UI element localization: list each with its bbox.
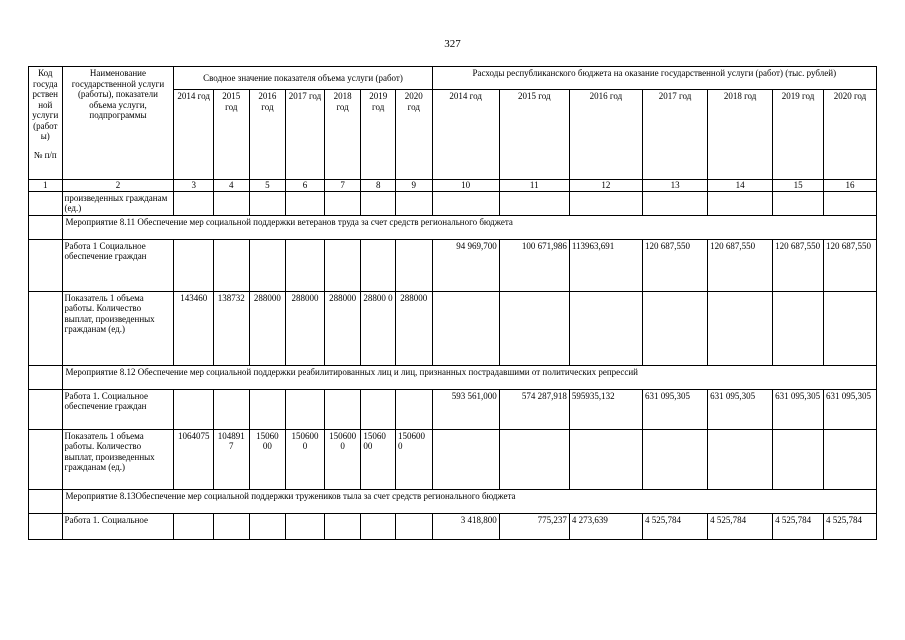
row-name: Показатель 1 объема работы. Количество выплат, произведенных гражданам (ед.) bbox=[62, 429, 174, 489]
row-name: Работа 1. Социальное bbox=[62, 513, 174, 539]
volume-cell: 288000 bbox=[286, 291, 325, 365]
table-row bbox=[29, 513, 877, 539]
column-number: 9 bbox=[395, 180, 432, 192]
budget-cell: 574 287,918 bbox=[499, 389, 569, 429]
budget-year-header: 2017 год bbox=[643, 90, 708, 180]
budget-cell: 3 418,800 bbox=[432, 513, 499, 539]
budget-cell: 100 671,986 bbox=[499, 239, 569, 291]
column-number: 7 bbox=[324, 180, 361, 192]
budget-cell: 4 525,784 bbox=[773, 513, 824, 539]
budget-cell: 595935,132 bbox=[569, 389, 642, 429]
volume-year-header: 2016 год bbox=[249, 90, 286, 180]
column-number: 14 bbox=[708, 180, 773, 192]
event-row bbox=[29, 489, 877, 513]
volume-cell: 28800 0 bbox=[361, 291, 396, 365]
volume-cell: 150600 0 bbox=[324, 429, 361, 489]
budget-year-header: 2014 год bbox=[432, 90, 499, 180]
budget-year-header: 2016 год bbox=[569, 90, 642, 180]
budget-cell: 120 687,550 bbox=[823, 239, 876, 291]
column-number: 2 bbox=[62, 180, 174, 192]
budget-cell: 94 969,700 bbox=[432, 239, 499, 291]
row-name: Показатель 1 объема работы. Количество выплат, произведенных гражданам (ед.) bbox=[62, 291, 174, 365]
volume-cell: 15060 00 bbox=[361, 429, 396, 489]
event-title: Мероприятие 8.13Обеспечение мер социальной поддержки тружеников тыла за счет средств регионального бюджета bbox=[62, 489, 876, 513]
volume-cell: 143460 bbox=[174, 291, 214, 365]
volume-year-header: 2014 год bbox=[174, 90, 214, 180]
volume-cell: 288000 bbox=[324, 291, 361, 365]
column-number: 10 bbox=[432, 180, 499, 192]
volume-year-header: 2020 год bbox=[395, 90, 432, 180]
table-row bbox=[29, 291, 877, 365]
row-name: Работа 1 Социальное обеспечение граждан bbox=[62, 239, 174, 291]
volume-year-header: 2015 год bbox=[214, 90, 250, 180]
budget-year-header: 2019 год bbox=[773, 90, 824, 180]
budget-cell: 120 687,550 bbox=[643, 239, 708, 291]
code-column-label: Код госуда рствен ной услуги (работ ы) bbox=[32, 68, 59, 141]
column-number: 3 bbox=[174, 180, 214, 192]
row-name: Работа 1. Социальное обеспечение граждан bbox=[62, 389, 174, 429]
budget-table bbox=[28, 66, 877, 540]
column-number: 4 bbox=[214, 180, 250, 192]
budget-cell: 4 273,639 bbox=[569, 513, 642, 539]
budget-year-header: 2020 год bbox=[823, 90, 876, 180]
volume-cell: 138732 bbox=[214, 291, 250, 365]
row-name: произведенных гражданам (ед.) bbox=[62, 191, 174, 215]
volume-cell: 104891 7 bbox=[214, 429, 250, 489]
budget-cell: 4 525,784 bbox=[823, 513, 876, 539]
volume-cell: 150600 0 bbox=[395, 429, 432, 489]
row-number-label: № п/п bbox=[33, 149, 57, 160]
column-number: 13 bbox=[643, 180, 708, 192]
budget-cell: 593 561,000 bbox=[432, 389, 499, 429]
event-row bbox=[29, 215, 877, 239]
budget-cell: 4 525,784 bbox=[643, 513, 708, 539]
volume-cell: 15060 00 bbox=[249, 429, 286, 489]
column-number: 16 bbox=[823, 180, 876, 192]
volume-year-header: 2018 год bbox=[324, 90, 361, 180]
volume-cell: 1064075 bbox=[174, 429, 214, 489]
table-row bbox=[29, 429, 877, 489]
table-row bbox=[29, 191, 877, 215]
volume-group-header: Сводное значение показателя объема услуги (работ) bbox=[174, 67, 432, 90]
column-number: 11 bbox=[499, 180, 569, 192]
column-number: 8 bbox=[361, 180, 396, 192]
budget-cell: 4 525,784 bbox=[708, 513, 773, 539]
budget-cell: 631 095,305 bbox=[643, 389, 708, 429]
column-number: 12 bbox=[569, 180, 642, 192]
event-title: Мероприятие 8.12 Обеспечение мер социальной поддержки реабилитированных лиц и лиц, признанных пострадавшими от политических репрессий bbox=[62, 365, 876, 389]
budget-cell: 113963,691 bbox=[569, 239, 642, 291]
page-number: 327 bbox=[444, 38, 461, 50]
budget-cell: 631 095,305 bbox=[708, 389, 773, 429]
budget-cell: 120 687,550 bbox=[773, 239, 824, 291]
event-row bbox=[29, 365, 877, 389]
column-number: 6 bbox=[286, 180, 325, 192]
budget-cell: 120 687,550 bbox=[708, 239, 773, 291]
code-column-header bbox=[29, 67, 63, 180]
header-row-groups bbox=[29, 67, 877, 90]
budget-year-header: 2018 год bbox=[708, 90, 773, 180]
event-title: Мероприятие 8.11 Обеспечение мер социальной поддержки ветеранов труда за счет средств регионального бюджета bbox=[62, 215, 876, 239]
column-number: 1 bbox=[29, 180, 63, 192]
budget-cell: 631 095,305 bbox=[773, 389, 824, 429]
volume-year-header: 2019 год bbox=[361, 90, 396, 180]
table-row bbox=[29, 239, 877, 291]
column-number-row bbox=[29, 180, 877, 192]
volume-year-header: 2017 год bbox=[286, 90, 325, 180]
table-row bbox=[29, 389, 877, 429]
budget-group-header: Расходы республиканского бюджета на оказание государственной услуги (работ) (тыс. рублей) bbox=[432, 67, 876, 90]
volume-cell: 288000 bbox=[395, 291, 432, 365]
volume-cell: 288000 bbox=[249, 291, 286, 365]
budget-year-header: 2015 год bbox=[499, 90, 569, 180]
column-number: 5 bbox=[249, 180, 286, 192]
budget-cell: 631 095,305 bbox=[823, 389, 876, 429]
column-number: 15 bbox=[773, 180, 824, 192]
budget-cell: 775,237 bbox=[499, 513, 569, 539]
volume-cell: 150600 0 bbox=[286, 429, 325, 489]
name-column-header: Наименование государственной услуги (работы), показатели объема услуги, подпрограммы bbox=[62, 67, 174, 180]
